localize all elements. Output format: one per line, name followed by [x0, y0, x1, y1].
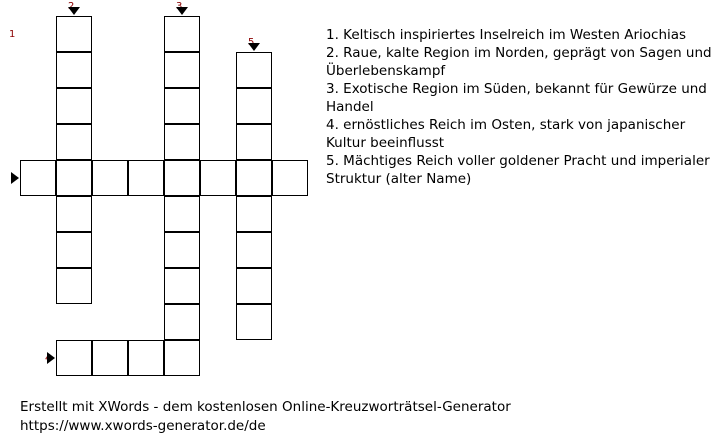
crossword-cell[interactable]	[200, 160, 236, 196]
footer	[20, 398, 511, 436]
arrow-right-icon-1	[11, 172, 19, 184]
crossword-cell[interactable]	[56, 268, 92, 304]
crossword-cell[interactable]	[56, 196, 92, 232]
crossword-cell[interactable]	[164, 196, 200, 232]
crossword-cell[interactable]	[56, 124, 92, 160]
crossword-cell[interactable]	[272, 160, 308, 196]
crossword-cell[interactable]	[236, 52, 272, 88]
crossword-cell[interactable]	[236, 268, 272, 304]
clue-number-5: 5	[248, 37, 255, 48]
clue-item-1: 1. Keltisch inspiriertes Inselreich im Westen Ariochias	[326, 27, 687, 43]
arrow-down-icon-3	[176, 7, 188, 15]
crossword-cell[interactable]	[128, 340, 164, 376]
crossword-cell[interactable]	[92, 160, 128, 196]
arrow-down-icon-5	[248, 43, 260, 51]
footer-credit: Erstellt mit XWords - dem kostenlosen Online-Kreuzworträtsel-Generator	[20, 399, 511, 415]
clue-number-2: 2	[68, 1, 75, 12]
clue-number-3: 3	[176, 1, 183, 12]
crossword-cell[interactable]	[236, 124, 272, 160]
crossword-cell[interactable]	[236, 160, 272, 196]
crossword-cell[interactable]	[236, 88, 272, 124]
clue-item-3: 3. Exotische Region im Süden, bekannt für Gewürze und Handel	[326, 81, 707, 115]
crossword-cell[interactable]	[56, 232, 92, 268]
crossword-cell[interactable]	[128, 160, 164, 196]
crossword-cell[interactable]	[236, 196, 272, 232]
crossword-cell[interactable]	[56, 88, 92, 124]
crossword-cell[interactable]	[56, 340, 92, 376]
clue-item-2: 2. Raue, kalte Region im Norden, geprägt von Sagen und Überlebenskampf	[326, 45, 712, 79]
crossword-cell[interactable]	[164, 88, 200, 124]
clue-number-1: 1	[9, 29, 16, 40]
footer-url[interactable]: https://www.xwords-generator.de/de	[20, 418, 266, 434]
arrow-right-icon-4	[47, 352, 55, 364]
arrow-down-icon-2	[68, 7, 80, 15]
crossword-cell[interactable]	[164, 340, 200, 376]
clue-item-4: 4. ernöstliches Reich im Osten, stark von japanischer Kultur beeinflusst	[326, 117, 686, 151]
crossword-cell[interactable]	[164, 124, 200, 160]
crossword-cell[interactable]	[236, 232, 272, 268]
clue-item-5: 5. Mächtiges Reich voller goldener Pracht und imperialer Struktur (alter Name)	[326, 153, 710, 187]
crossword-cell[interactable]	[164, 16, 200, 52]
clue-number-4: 4	[45, 353, 52, 364]
crossword-cell[interactable]	[164, 160, 200, 196]
clue-list	[326, 26, 722, 188]
crossword-cell[interactable]	[164, 52, 200, 88]
crossword-cell[interactable]	[56, 16, 92, 52]
crossword-cell[interactable]	[20, 160, 56, 196]
crossword-cell[interactable]	[164, 304, 200, 340]
crossword-cell[interactable]	[164, 232, 200, 268]
crossword-cell[interactable]	[236, 304, 272, 340]
crossword-cell[interactable]	[56, 52, 92, 88]
crossword-grid[interactable]	[0, 0, 320, 390]
crossword-cell[interactable]	[56, 160, 92, 196]
crossword-cell[interactable]	[92, 340, 128, 376]
crossword-cell[interactable]	[164, 268, 200, 304]
